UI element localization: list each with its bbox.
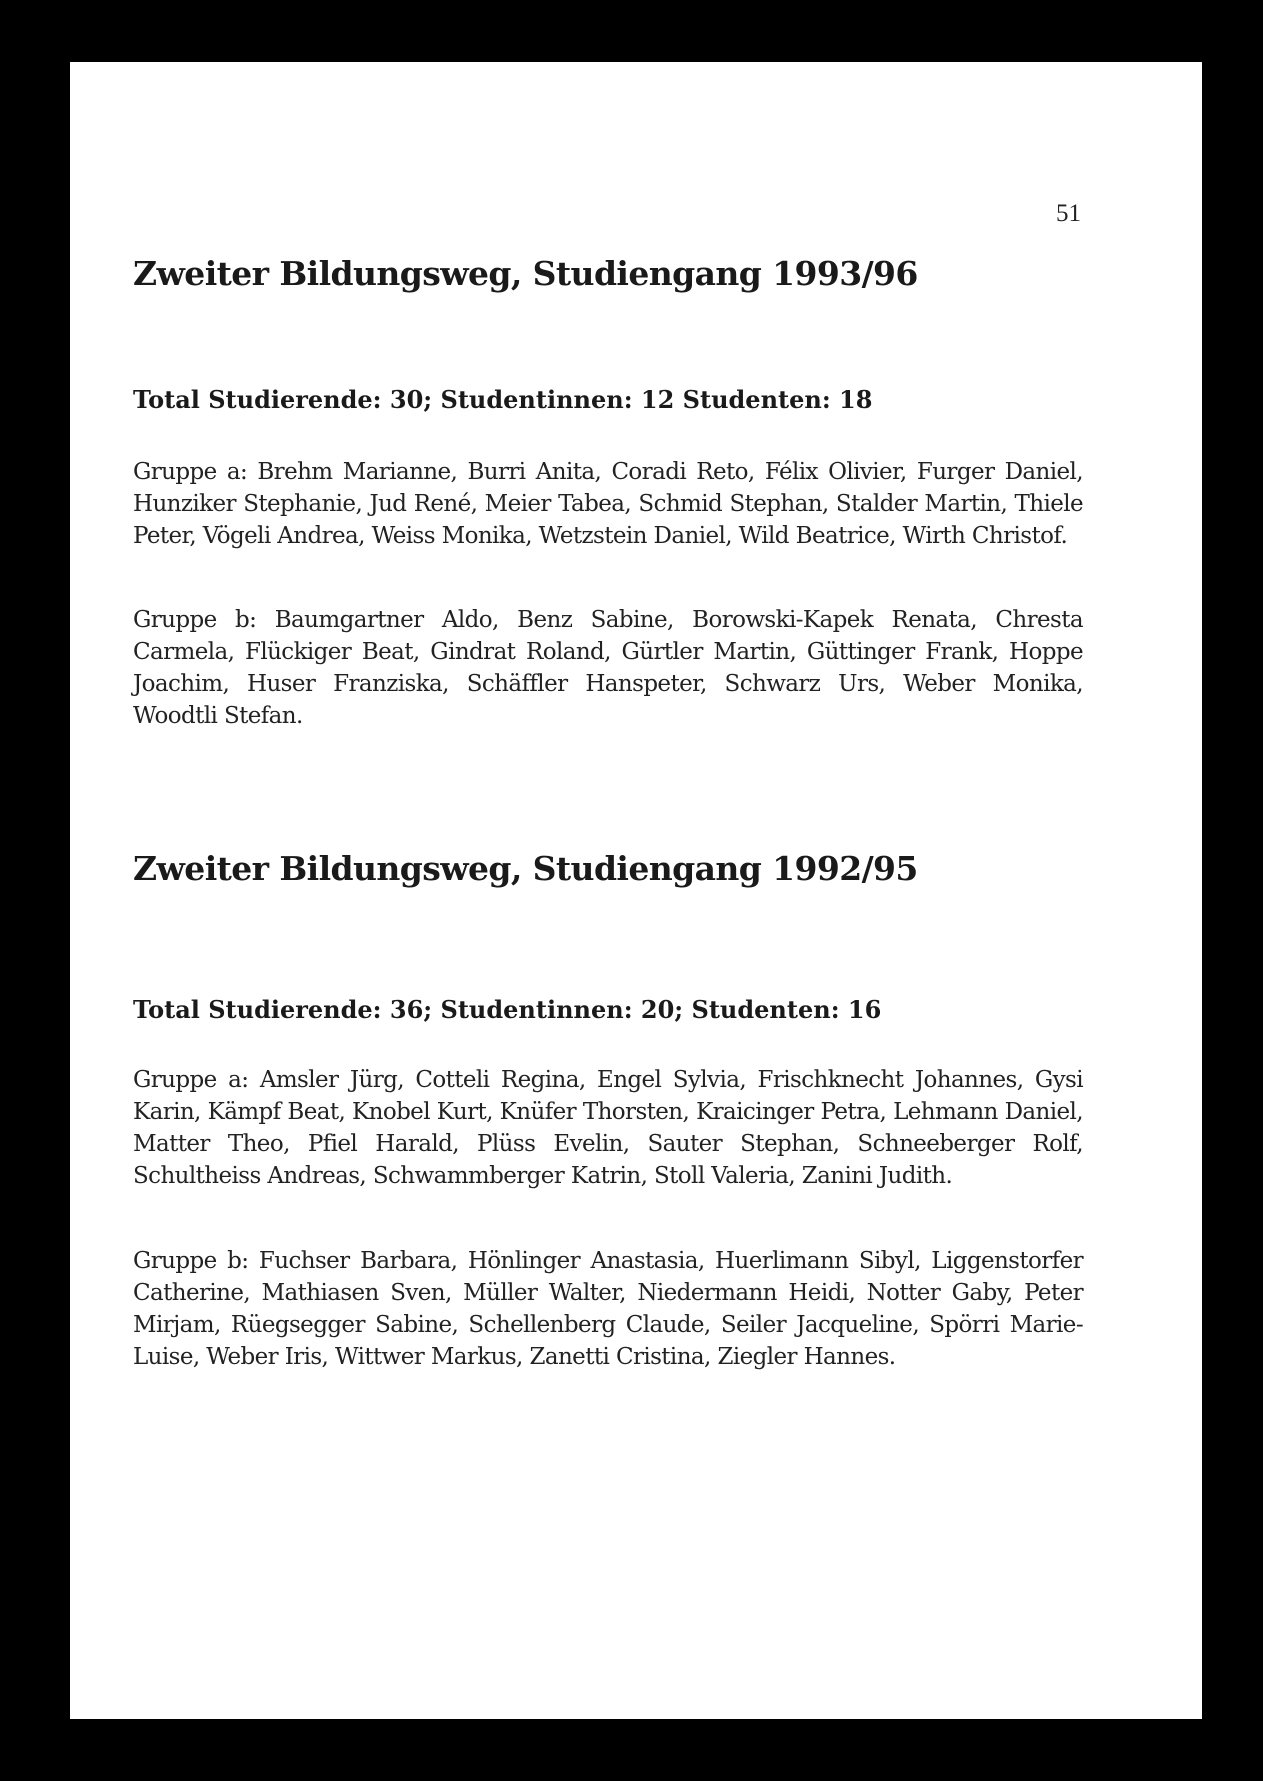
- group-b-paragraph: Gruppe b: Baumgartner Aldo, Benz Sabine, Borowski-Kapek Renata, Chresta Carmela, Flückiger Beat, Gindrat Roland, Gürtler Martin, Güttinger Frank, Hoppe Joachim, Huser Franziska, Schäffler Hanspeter, Schwarz Urs, Weber Monika, Woodtli Stefan.: [133, 607, 1083, 729]
- section-1993-96-group-a: [133, 456, 1083, 552]
- group-b-paragraph: Gruppe b: Fuchser Barbara, Hönlinger Anastasia, Huerlimann Sibyl, Liggenstorfer Catherine, Mathiasen Sven, Müller Walter, Niedermann Heidi, Notter Gaby, Peter Mirjam, Rüegsegger Sabine, Schellenberg Claude, Seiler Jacqueline, Spörri Marie-Luise, Weber Iris, Wittwer Markus, Zanetti Cristina, Ziegler Hannes.: [133, 1248, 1083, 1370]
- page-number: 51: [1056, 200, 1081, 227]
- totals-line: Total Studierende: 30; Studentinnen: 12 Studenten: 18: [133, 385, 873, 414]
- section-title: Zweiter Bildungsweg, Studiengang 1993/96: [133, 254, 918, 293]
- group-a-paragraph: Gruppe a: Amsler Jürg, Cotteli Regina, Engel Sylvia, Frischknecht Johannes, Gysi Karin, Kämpf Beat, Knobel Kurt, Knüfer Thorsten, Kraicinger Petra, Lehmann Daniel, Matter Theo, Pfiel Harald, Plüss Evelin, Sauter Stephan, Schneeberger Rolf, Schultheiss Andreas, Schwammberger Katrin, Stoll Valeria, Zanini Judith.: [133, 1067, 1083, 1189]
- section-title: Zweiter Bildungsweg, Studiengang 1992/95: [133, 849, 918, 888]
- section-1993-96: [133, 254, 1083, 293]
- section-1992-95: [133, 849, 1083, 888]
- totals-line: Total Studierende: 36; Studentinnen: 20; Studenten: 16: [133, 995, 882, 1024]
- section-1992-95-totals: [133, 995, 1083, 1024]
- section-1993-96-totals: [133, 385, 1083, 414]
- section-1992-95-group-b: [133, 1245, 1083, 1373]
- document-page: [70, 62, 1202, 1719]
- section-1992-95-group-a: [133, 1064, 1083, 1192]
- section-1993-96-group-b: [133, 604, 1083, 732]
- group-a-paragraph: Gruppe a: Brehm Marianne, Burri Anita, Coradi Reto, Félix Olivier, Furger Daniel, Hunziker Stephanie, Jud René, Meier Tabea, Schmid Stephan, Stalder Martin, Thiele Peter, Vögeli Andrea, Weiss Monika, Wetzstein Daniel, Wild Beatrice, Wirth Christof.: [133, 459, 1083, 549]
